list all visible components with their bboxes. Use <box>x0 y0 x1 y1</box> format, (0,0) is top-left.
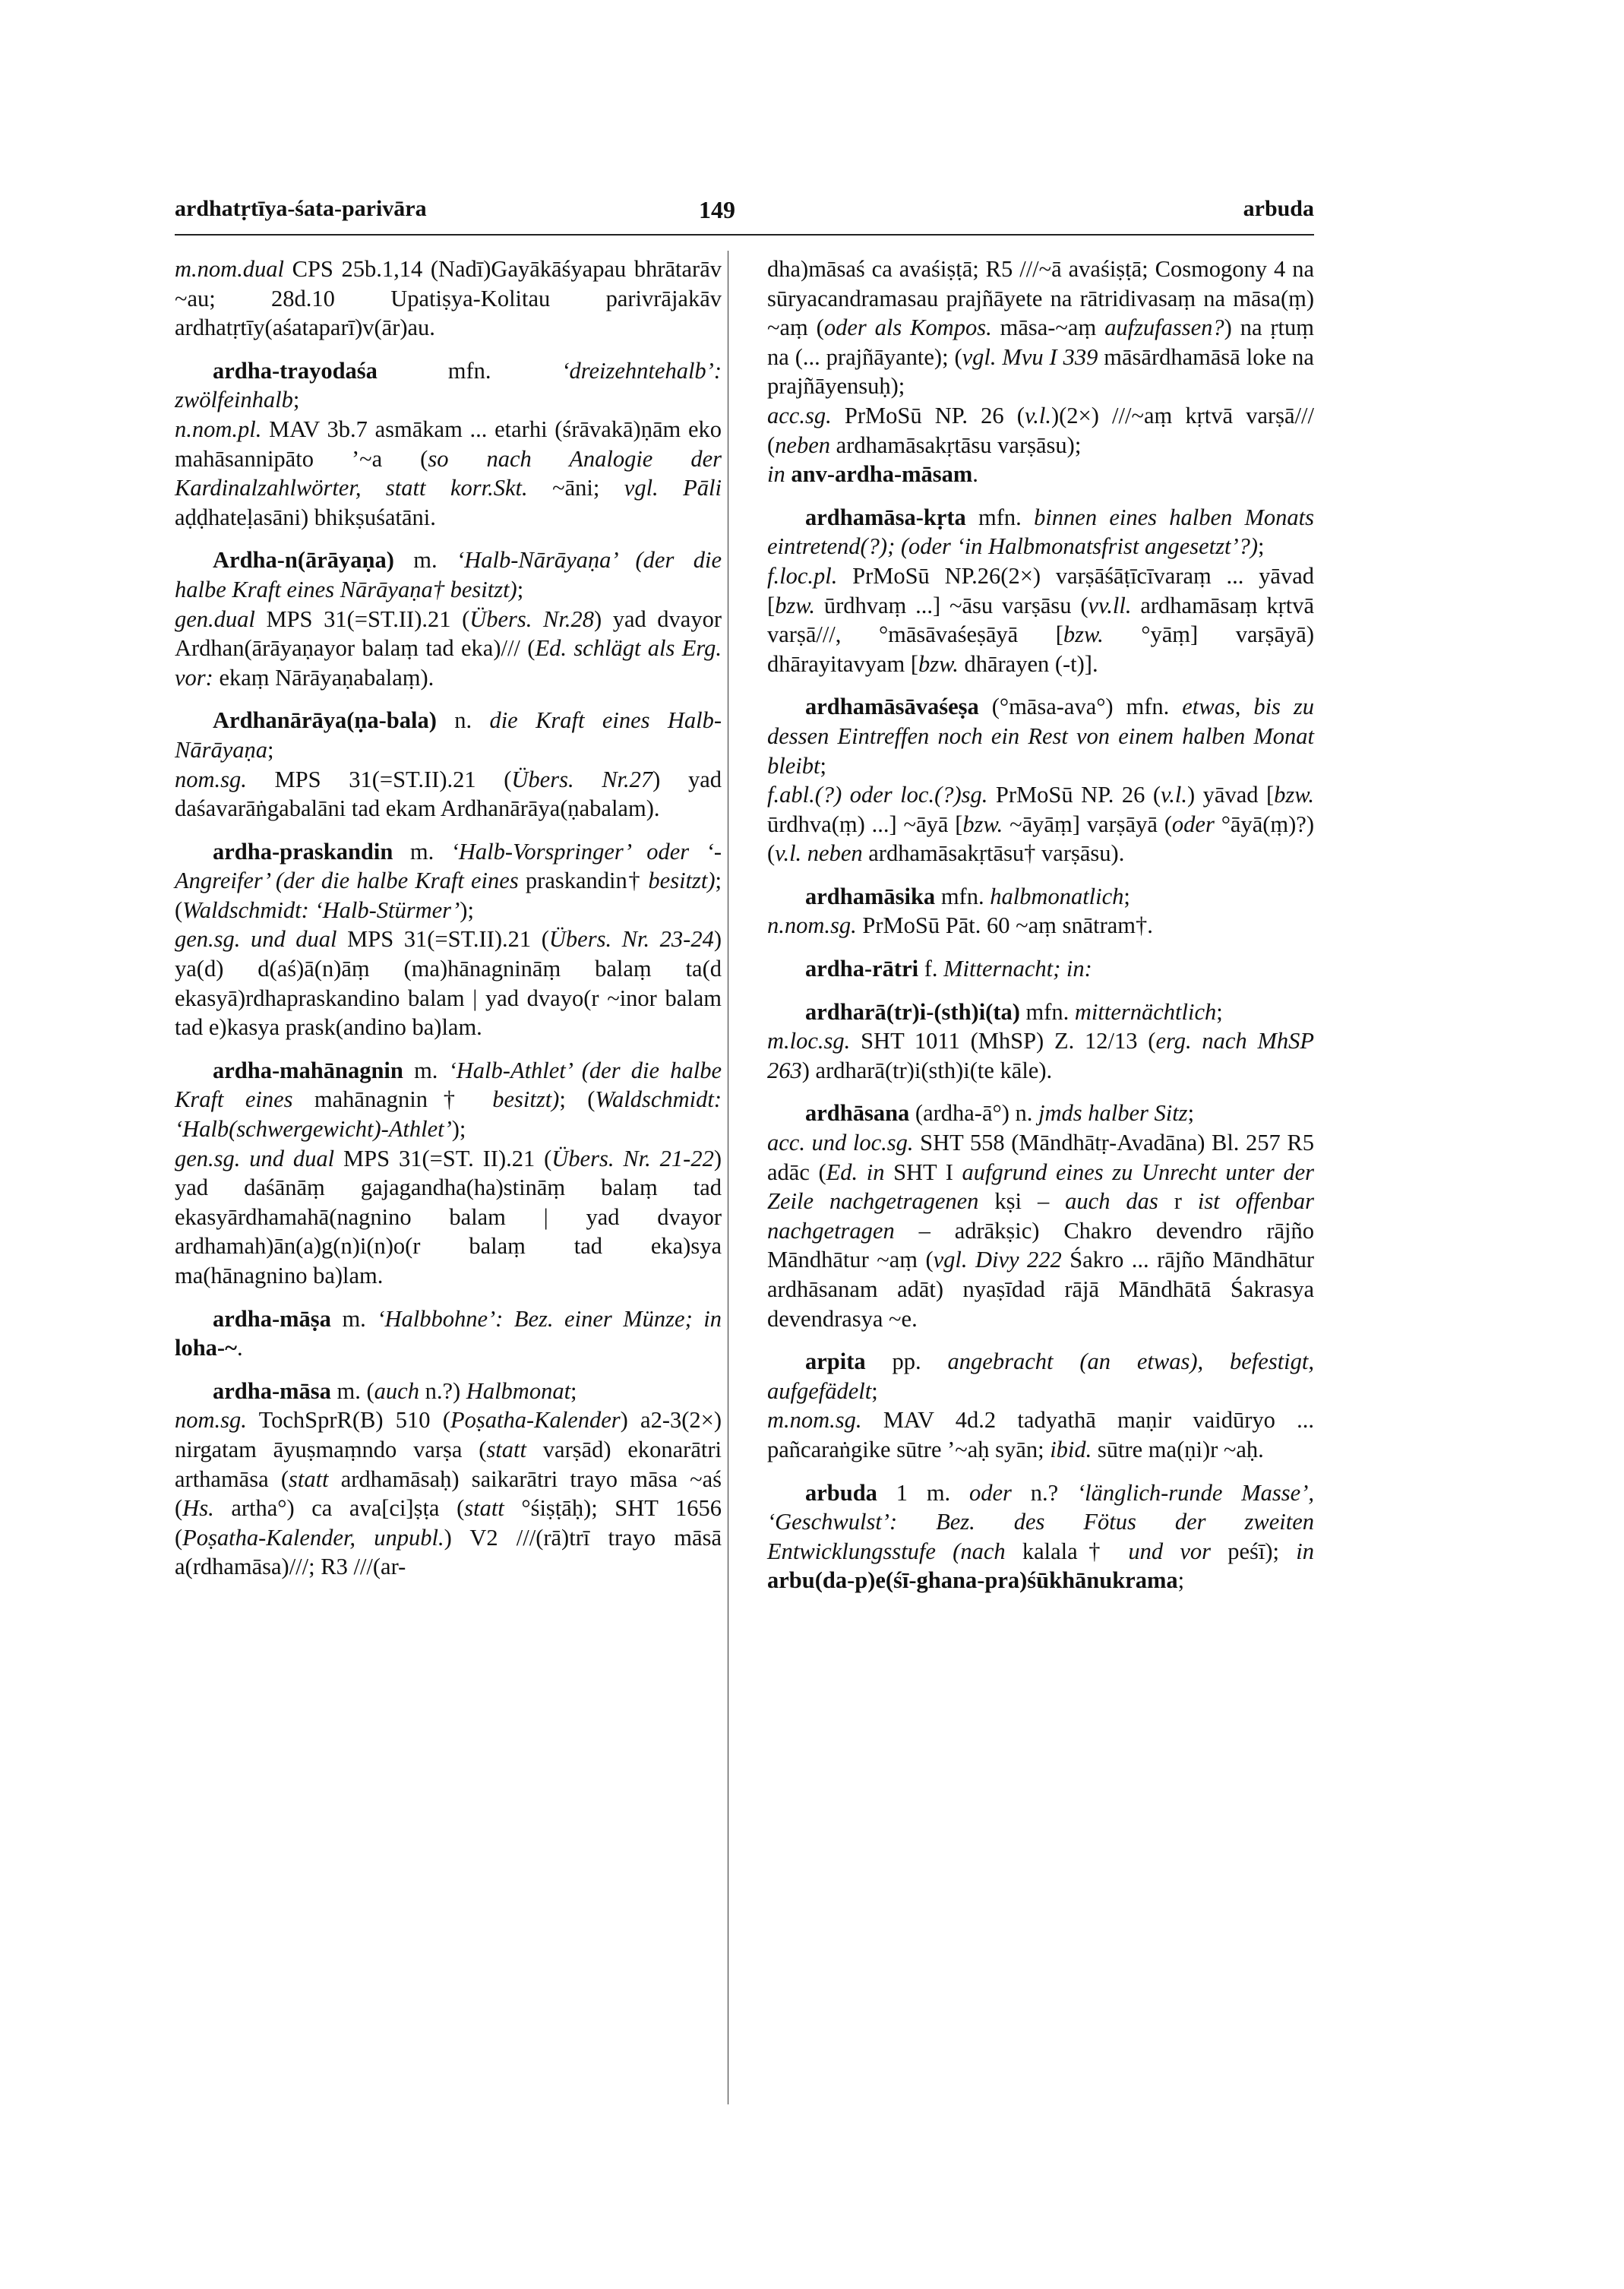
entry-headword-line: ardhāsana (ardha-ā°) n. jmds halber Sitz; <box>805 1100 1195 1127</box>
entry-headword-line: ardhamāsika mfn. halbmonatlich; <box>805 883 1130 909</box>
entry-citation: f.abl.(?) oder loc.(?)sg. PrMoSū NP. 26 (v.l.) yāvad [bzw. ūrdhva(ṃ) ...] ~āyā [bzw. ~āyāṃ] varṣāyā (oder °āyā(ṃ)?) (v.l. neben ardhamāsakṛtāsu† varṣāsu). <box>767 782 1314 867</box>
entry-headword-line: ardharā(tr)i-(sth)i(ta) mfn. mitternächtlich; <box>805 998 1223 1025</box>
dictionary-entry-ardhanaraya-bala <box>175 706 722 823</box>
entry-citation: gen.dual MPS 31(=ST.II).21 (Übers. Nr.28) yad dvayor Ardhan(ārāyaṇayor balaṃ tad eka)/// (Ed. schlägt als Erg. vor: ekaṃ Nārāyaṇabalaṃ). <box>175 605 722 691</box>
header-rule <box>175 234 1314 236</box>
dictionary-entry-ardha-masa-coin <box>175 1304 722 1363</box>
dictionary-entry-cont <box>175 255 722 343</box>
entry-citation: n.nom.pl. MAV 3b.7 asmākam ... etarhi (śrāvakā)ṇām eko mahāsannipāto ’~a (so nach Analogie der Kardinalzahlwörter, statt korr.Skt. ~āni; vgl. Pāli aḍḍhateḷasāni) bhikṣuśatāni. <box>175 416 722 530</box>
entry-headword-line: ardhamāsa-kṛta mfn. binnen eines halben Monats eintretend(?); (oder ‘in Halbmonatsfrist angesetzt’?); <box>767 504 1314 560</box>
entry-citation: gen.sg. und dual MPS 31(=ST. II).21 (Übers. Nr. 21-22) yad daśānāṃ gajagandha(ha)stināṃ balaṃ tad ekasyārdhamahā(nagnino balam | yad dvayor ardhamah)ān(a)g(n)i(n)o(r balaṃ tad eka)sya ma(hānagnino ba)lam. <box>175 1145 722 1288</box>
dictionary-entry-ardha-trayodasa <box>175 356 722 533</box>
page-number: 149 <box>699 196 735 223</box>
dictionary-entry-ardha-mahanagnin <box>175 1056 722 1291</box>
entry-citation: in anv-ardha-māsam. <box>767 461 978 488</box>
right-column <box>767 255 1314 1609</box>
entry-headword-line: ardha-mahānagnin m. ‘Halb-Athlet’ (der die halbe Kraft eines mahānagnin† besitzt); (Waldschmidt: ‘Halb(schwergewicht)-Athlet’); <box>175 1057 722 1143</box>
dictionary-entry-ardhamasika <box>767 882 1314 941</box>
entry-headword-line: ardha-trayodaśa mfn. ‘dreizehntehalb’: zwölfeinhalb; <box>175 357 722 413</box>
dictionary-entry-ardhamasa-krta <box>767 503 1314 679</box>
entry-citation: m.loc.sg. SHT 1011 (MhSP) Z. 12/13 (erg. nach MhSP 263) ardharā(tr)i(sth)i(te kāle). <box>767 1028 1314 1083</box>
dictionary-entry-ardhasana <box>767 1099 1314 1333</box>
entry-headword-line: Ardhanārāya(ṇa-bala) n. die Kraft eines Halb-Nārāyaṇa; <box>175 707 722 763</box>
entry-headword-line: ardhamāsāvaśeṣa (°māsa-ava°) mfn. etwas, bis zu dessen Eintreffen noch ein Rest von einem halben Monat bleibt; <box>767 694 1314 779</box>
dictionary-entry-ardhamasavasesa <box>767 692 1314 868</box>
dictionary-entry-ardha-masa <box>175 1377 722 1582</box>
entry-citation: n.nom.sg. PrMoSū Pāt. 60 ~aṃ snātram†. <box>767 912 1153 939</box>
entry-citation: m.nom.sg. MAV 4d.2 tadyathā maṇir vaidūryo ... pañcaraṅgike sūtre ’~aḥ syān; ibid. sūtre ma(ṇi)r ~aḥ. <box>767 1407 1314 1462</box>
entry-headword-line: Ardha-n(ārāyaṇa) m. ‘Halb-Nārāyaṇa’ (der die halbe Kraft eines Nārāyaṇa† besitzt); <box>175 547 722 602</box>
dictionary-entry-ardha-ratri <box>767 954 1314 984</box>
entry-citation: f.loc.pl. PrMoSū NP.26(2×) varṣāśāṭīcīvaraṃ ... yāvad [bzw. ūrdhvaṃ ...] ~āsu varṣāsu (vv.ll. ardhamāsaṃ kṛtvā varṣā///, °māsāvaśeṣāyā [bzw. °yāṃ] varṣāyā) dhārayitavyam [bzw. dhārayen (-t)]. <box>767 562 1315 677</box>
running-head-left: ardhatṛtīya-śata-parivāra <box>175 196 427 221</box>
entry-citation: dha)māsaś ca avaśiṣṭā; R5 ///~ā avaśiṣṭā; Cosmogony 4 na sūryacandramasau prajñāyete na rātridivasaṃ na māsa(ṃ) ~aṃ (oder als Kompos. māsa-~aṃ aufzufassen?) na ṛtuṃ na (... prajñāyante); (vgl. Mvu I 339 māsārdhamāsā loke na prajñāyensuḥ); <box>767 256 1314 400</box>
entry-citation: m.nom.dual CPS 25b.1,14 (Nadī)Gayākāśyapau bhrātarāv ~au; 28d.10 Upatiṣya-Kolitau parivrājakāv ardhatṛtīy(aśataparī)v(ār)au. <box>175 256 722 341</box>
entry-citation: acc. und loc.sg. SHT 558 (Māndhātṛ-Avadāna) Bl. 257 R5 adāc (Ed. in SHT I aufgrund eines zu Unrecht unter der Zeile nachgetragenen kṣi – auch das r ist offenbar nachgetragen – adrākṣic) Chakro devendro rājño Māndhātur ~aṃ (vgl. Divy 222 Śakro ... rājño Māndhātur ardhāsanam adāt) nyaṣīdad rājā Māndhātā Śakrasya devendrasya ~e. <box>767 1130 1314 1332</box>
entry-citation: gen.sg. und dual MPS 31(=ST.II).21 (Übers. Nr. 23-24) ya(d) d(aś)ā(n)āṃ (ma)hānagnināṃ balaṃ ta(d ekasyā)rdhapraskandino balam | yad dvayo(r ~inor balam tad e)kasya prask(andino ba)lam. <box>175 926 722 1041</box>
entry-headword-line: ardha-māsa m. (auch n.?) Halbmonat; <box>213 1377 577 1404</box>
entry-headword-line: arpita pp. angebracht (an etwas), befestigt, aufgefädelt; <box>767 1348 1315 1404</box>
entry-headword-line: arbuda 1 m. oder n.? ‘länglich-runde Masse’, ‘Geschwulst’: Bez. des Fötus der zweiten Entwicklungsstufe (nach kalala† und vor peśī); in arbu(da-p)e(śī-ghana-pra)śūkhānukrama; <box>767 1479 1314 1594</box>
dictionary-entry-ardha-narayana <box>175 545 722 692</box>
entry-headword-line: ardha-rātri f. Mitternacht; in: <box>805 956 1092 982</box>
dictionary-entry-cont2 <box>767 255 1314 489</box>
running-head-right: arbuda <box>1243 196 1314 221</box>
left-column <box>175 255 722 1595</box>
running-head <box>175 196 1314 226</box>
entry-citation: acc.sg. PrMoSū NP. 26 (v.l.)(2×) ///~aṃ kṛtvā varṣā/// (neben ardhamāsakṛtāsu varṣāsu); <box>767 402 1315 458</box>
dictionary-entry-arpita <box>767 1347 1314 1464</box>
entry-headword-line: ardha-māṣa m. ‘Halbbohne’: Bez. einer Münze; in loha-~. <box>175 1305 722 1361</box>
dictionary-entry-ardha-praskandin <box>175 837 722 1042</box>
entry-citation: nom.sg. MPS 31(=ST.II).21 (Übers. Nr.27) yad daśavarāṅgabalāni tad ekam Ardhanārāya(ṇabalam). <box>175 766 722 822</box>
entry-citation: nom.sg. TochSprR(B) 510 (Poṣatha-Kalender) a2-3(2×) nirgatam āyuṣmaṃndo varṣa (statt varṣād) ekonarātri arthamāsa (statt ardhamāsaḥ) saikarātri trayo māsa ~aś (Hs. artha°) ca ava[ci]ṣṭa (statt °śiṣṭāḥ); SHT 1656 (Poṣatha-Kalender, unpubl.) V2 ///(rā)trī trayo māsā a(rdhamāsa)///; R3 ///(ar- <box>175 1407 722 1580</box>
dictionary-entry-ardharatristhita <box>767 997 1314 1086</box>
dictionary-entry-arbuda <box>767 1478 1314 1595</box>
entry-headword-line: ardha-praskandin m. ‘Halb-Vorspringer’ oder ‘-Angreifer’ (der die halbe Kraft eines praskandin† besitzt); (Waldschmidt: ‘Halb-Stürmer’); <box>175 838 722 923</box>
